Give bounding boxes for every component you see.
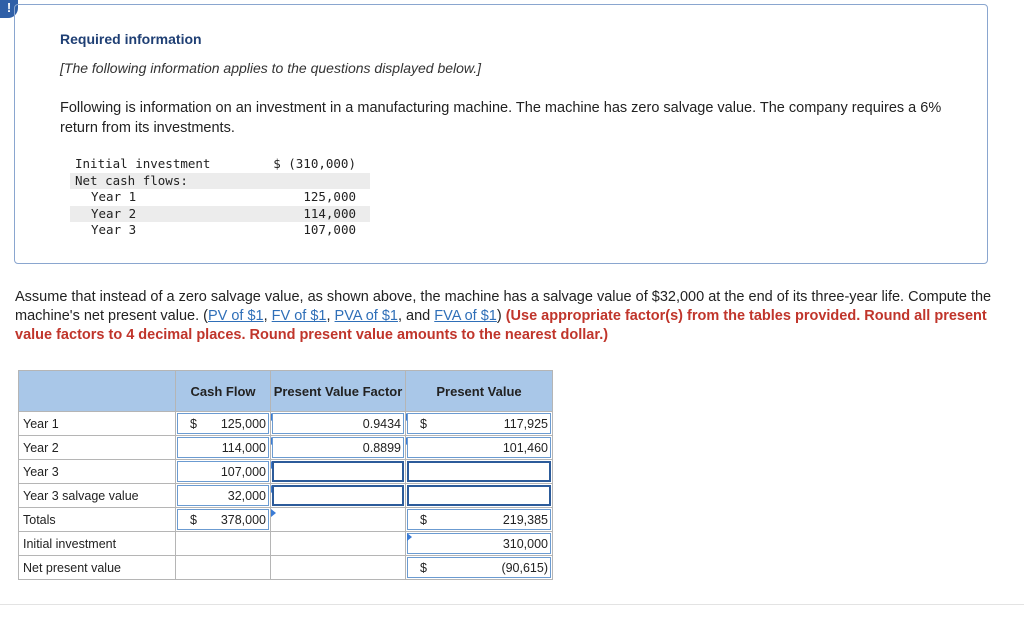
question-sep: , and bbox=[397, 308, 435, 324]
header-cash-flow: Cash Flow bbox=[176, 371, 271, 412]
present-value-cell[interactable] bbox=[406, 532, 553, 556]
table-row bbox=[19, 532, 553, 556]
pv-value: 219,385 bbox=[502, 513, 548, 527]
pv-value: 101,460 bbox=[502, 441, 548, 455]
present-value-cell[interactable] bbox=[406, 484, 553, 508]
pv-factor-cell[interactable] bbox=[271, 436, 406, 460]
table-row bbox=[19, 556, 553, 580]
cf-value: 32,000 bbox=[227, 489, 266, 503]
cf-value: 125,000 bbox=[220, 417, 266, 431]
present-value-cell[interactable] bbox=[406, 508, 553, 532]
pv-dollar: $ bbox=[420, 561, 427, 575]
cash-flow-cell[interactable] bbox=[176, 460, 271, 484]
pv-factor-input[interactable] bbox=[272, 461, 404, 482]
present-value-input[interactable] bbox=[407, 485, 551, 506]
cash-flow-cell bbox=[176, 556, 271, 580]
question-text bbox=[15, 288, 1005, 345]
pv-factor-cell[interactable] bbox=[271, 460, 406, 484]
required-info-note: [The following information applies to the questions displayed below.] bbox=[60, 60, 482, 76]
pv-factor-cell bbox=[271, 508, 406, 532]
given-value: 125,000 bbox=[303, 189, 356, 204]
given-label: Year 3 bbox=[91, 222, 137, 237]
pv-value: (90,615) bbox=[501, 561, 548, 575]
given-value: 107,000 bbox=[303, 222, 356, 237]
cash-flow-cell bbox=[176, 532, 271, 556]
pv-factor-cell bbox=[271, 532, 406, 556]
pv-factor-cell[interactable] bbox=[271, 412, 406, 436]
cf-value: 378,000 bbox=[220, 513, 266, 527]
row-label: Year 3 bbox=[19, 460, 176, 484]
cash-flow-cell[interactable] bbox=[176, 484, 271, 508]
row-label: Year 3 salvage value bbox=[19, 484, 176, 508]
pva-of-1-link[interactable]: PVA of $1 bbox=[334, 308, 398, 324]
header-blank bbox=[19, 371, 176, 412]
pv-of-1-link[interactable]: PV of $1 bbox=[207, 308, 264, 324]
pv-factor-cell[interactable] bbox=[271, 484, 406, 508]
instruction-text: (Use appropriate factor(s) from the tables provided. Round all present value factors to 4 decimal places. Round present value amounts to the nearest dollar.) bbox=[15, 308, 987, 343]
table-row bbox=[19, 460, 553, 484]
pv-value: 310,000 bbox=[502, 537, 548, 551]
row-label: Net present value bbox=[19, 556, 176, 580]
question-part: Assume that instead of a zero salvage value, as shown above, the machine has a salvage value of $32,000 at the end of its three-year life. Compute the machine's net present value. ( bbox=[15, 289, 992, 324]
cash-flow-cell[interactable] bbox=[176, 412, 271, 436]
row-label: Initial investment bbox=[19, 532, 176, 556]
present-value-cell[interactable] bbox=[406, 460, 553, 484]
given-row bbox=[70, 156, 370, 173]
header-pv-factor: Present Value Factor bbox=[271, 371, 406, 412]
pv-factor-value: 0.9434 bbox=[362, 417, 401, 431]
row-label: Year 1 bbox=[19, 412, 176, 436]
fv-of-1-link[interactable]: FV of $1 bbox=[271, 308, 327, 324]
pv-dollar: $ bbox=[420, 417, 427, 431]
pv-dollar: $ bbox=[420, 513, 427, 527]
present-value-cell[interactable] bbox=[406, 412, 553, 436]
table-row bbox=[19, 436, 553, 460]
given-row bbox=[70, 189, 370, 206]
fva-of-1-link[interactable]: FVA of $1 bbox=[434, 308, 497, 324]
given-label: Initial investment bbox=[75, 156, 211, 171]
cf-dollar: $ bbox=[190, 513, 197, 527]
given-value: $ (310,000) bbox=[273, 156, 356, 171]
alert-icon: ! bbox=[0, 0, 18, 18]
cash-flow-cell[interactable] bbox=[176, 508, 271, 532]
table-row bbox=[19, 412, 553, 436]
given-row bbox=[70, 173, 370, 190]
dropdown-marker-icon bbox=[407, 533, 412, 541]
header-present-value: Present Value bbox=[406, 371, 553, 412]
given-row bbox=[70, 222, 370, 239]
header-row bbox=[19, 371, 553, 412]
present-value-cell[interactable] bbox=[406, 556, 553, 580]
intro-text: Following is information on an investment in a manufacturing machine. The machine has zero salvage value. The company requires a 6% return from its investments. bbox=[60, 100, 942, 136]
pv-value: 117,925 bbox=[503, 417, 548, 431]
given-data-table bbox=[70, 156, 370, 239]
cf-value: 114,000 bbox=[221, 441, 266, 455]
question-sep: , bbox=[263, 308, 272, 324]
required-info-title: Required information bbox=[60, 31, 202, 47]
given-value: 114,000 bbox=[303, 205, 356, 221]
npv-table bbox=[18, 370, 553, 580]
row-label: Totals bbox=[19, 508, 176, 532]
given-row bbox=[70, 206, 370, 223]
question-sep: , bbox=[326, 308, 335, 324]
cf-dollar: $ bbox=[190, 417, 197, 431]
cf-value: 107,000 bbox=[220, 465, 266, 479]
row-label: Year 2 bbox=[19, 436, 176, 460]
footer-divider bbox=[0, 604, 1024, 619]
given-label: Net cash flows: bbox=[75, 172, 188, 188]
pv-factor-value: 0.8899 bbox=[362, 441, 401, 455]
table-row bbox=[19, 484, 553, 508]
question-part: ) bbox=[496, 308, 506, 324]
pv-factor-cell bbox=[271, 556, 406, 580]
given-label: Year 2 bbox=[91, 205, 137, 221]
table-row bbox=[19, 508, 553, 532]
present-value-cell[interactable] bbox=[406, 436, 553, 460]
given-label: Year 1 bbox=[91, 189, 137, 204]
cash-flow-cell[interactable] bbox=[176, 436, 271, 460]
present-value-input[interactable] bbox=[407, 461, 551, 482]
pv-factor-input[interactable] bbox=[272, 485, 404, 506]
